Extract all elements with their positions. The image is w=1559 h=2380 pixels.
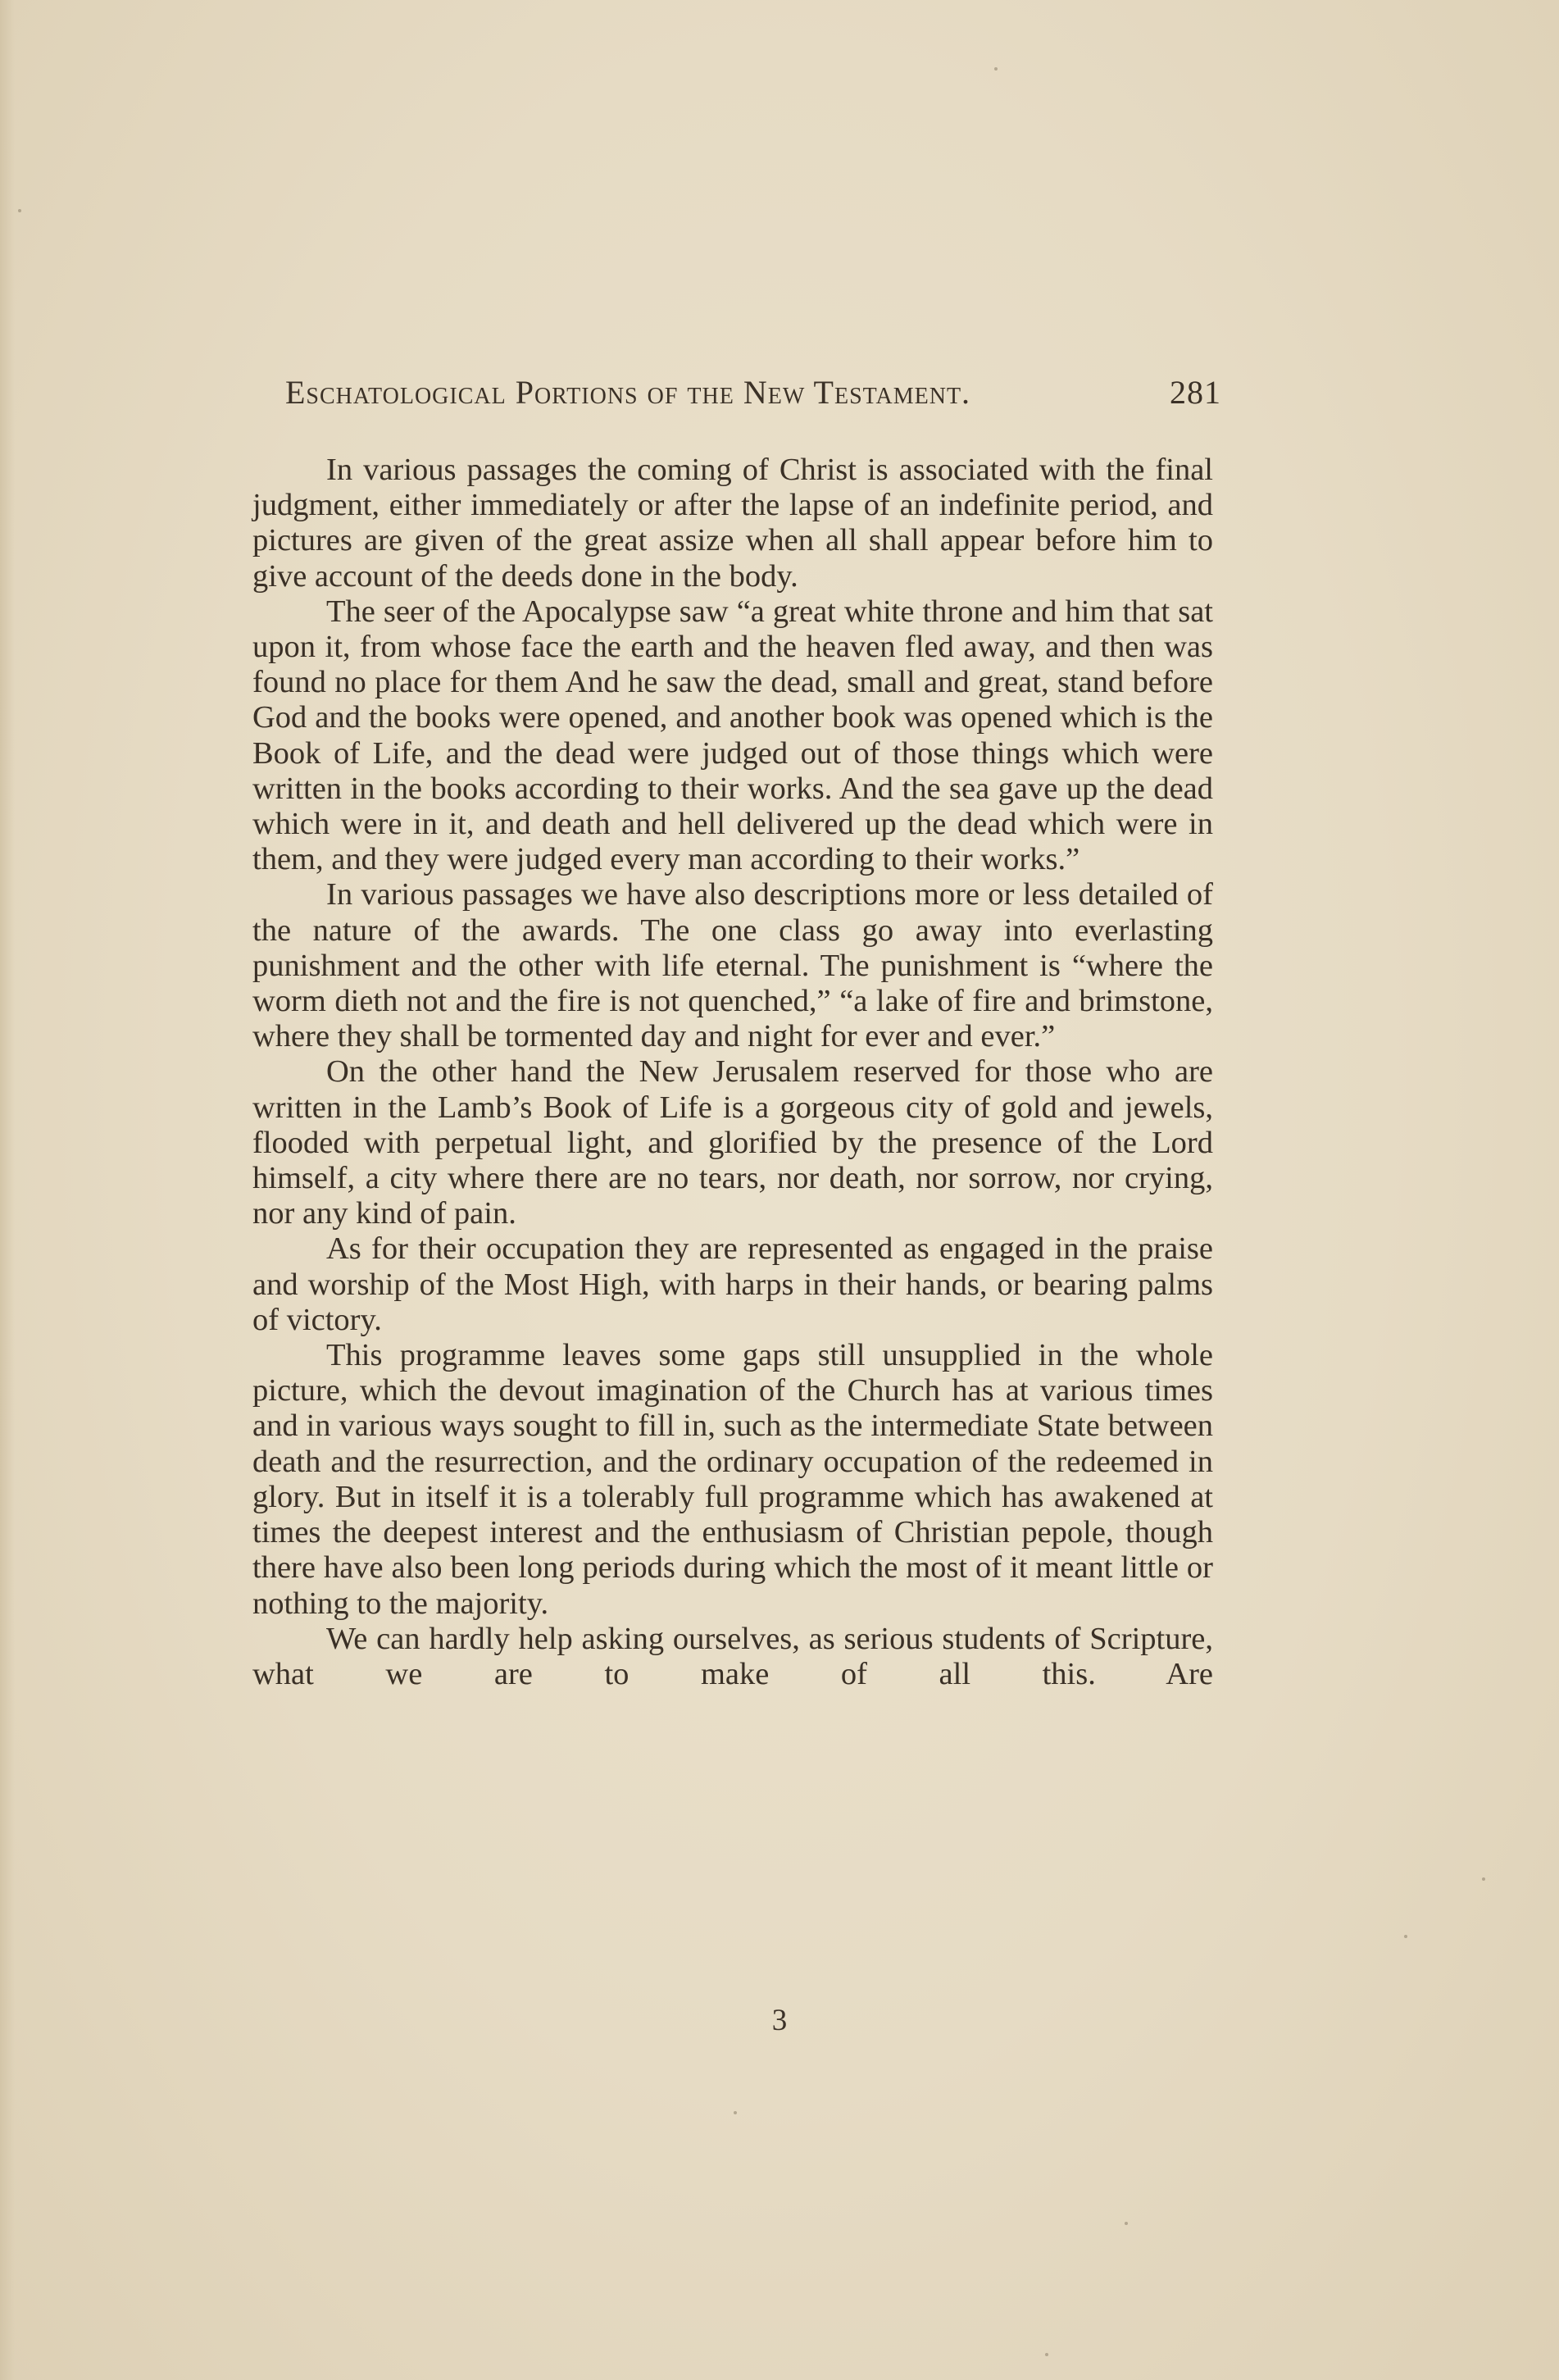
paragraph-occupation: As for their occupation they are represented as engaged in the praise and worship of the Most High, with harps in their hands, or bearing palms of victory. — [252, 1231, 1213, 1337]
paragraph-serious-students: We can hardly help asking ourselves, as serious students of Scripture, what we are to make of all this. Are — [252, 1621, 1213, 1691]
paper-speck — [18, 209, 21, 212]
paragraph-awards: In various passages we have also descriptions more or less detailed of the nature of the awards. The one class go away into everlasting punishment and the other with life eternal. The punishment is “where the worm dieth not and the fire is not quenched,” “a lake of fire and brimstone, where they shall be tormented day and night for ever and ever.” — [252, 877, 1213, 1054]
paper-speck — [1482, 1877, 1485, 1881]
running-header-title: Eschatological Portions of the New Testament. — [285, 374, 971, 411]
paper-speck — [1045, 2353, 1048, 2356]
running-header-page-number: 281 — [1170, 374, 1221, 411]
paragraph-new-jerusalem: On the other hand the New Jerusalem reserved for those who are written in the Lamb’s Book of Life is a gorgeous city of gold and jewels, flooded with perpetual light, and glorified by the presence of the Lord himself, a city where there are no tears, nor death, nor sorrow, nor crying, nor any kind of pain. — [252, 1054, 1213, 1231]
paragraph-programme-gaps: This programme leaves some gaps still unsupplied in the whole picture, which the devout imagination of the Church has at various times and in various ways sought to fill in, such as the intermediate State between death and the resurrection, and the ordinary occupation of the redeemed in glory. But in itself it is a tolerably full programme which has awakened at times the deepest interest and the enthusiasm of Christian pepole, though there have also been long periods during which the most of it meant little or nothing to the majority. — [252, 1338, 1213, 1621]
paper-speck — [1404, 1935, 1407, 1938]
paper-speck — [1125, 2222, 1128, 2225]
paper-speck — [994, 67, 998, 71]
running-header — [285, 373, 1221, 422]
paper-speck — [734, 2111, 737, 2114]
paragraph-final-judgment: In various passages the coming of Christ is associated with the final judgment, either immediately or after the lapse of an indefinite period, and pictures are given of the great assize when all shall appear before him to give account of the deeds done in the body. — [252, 453, 1213, 594]
paragraph-apocalypse-seer: The seer of the Apocalypse saw “a great white throne and him that sat upon it, from whose face the earth and the heaven fled away, and then was found no place for them And he saw the dead, small and great, stand before God and the books were opened, and another book was opened which is the Book of Life, and the dead were judged out of those things which were written in the books according to their works. And the sea gave up the dead which were in it, and death and hell delivered up the dead which were in them, and they were judged every man according to their works.” — [252, 594, 1213, 877]
folio-number: 3 — [771, 2004, 788, 2037]
body-text — [252, 453, 1213, 1692]
